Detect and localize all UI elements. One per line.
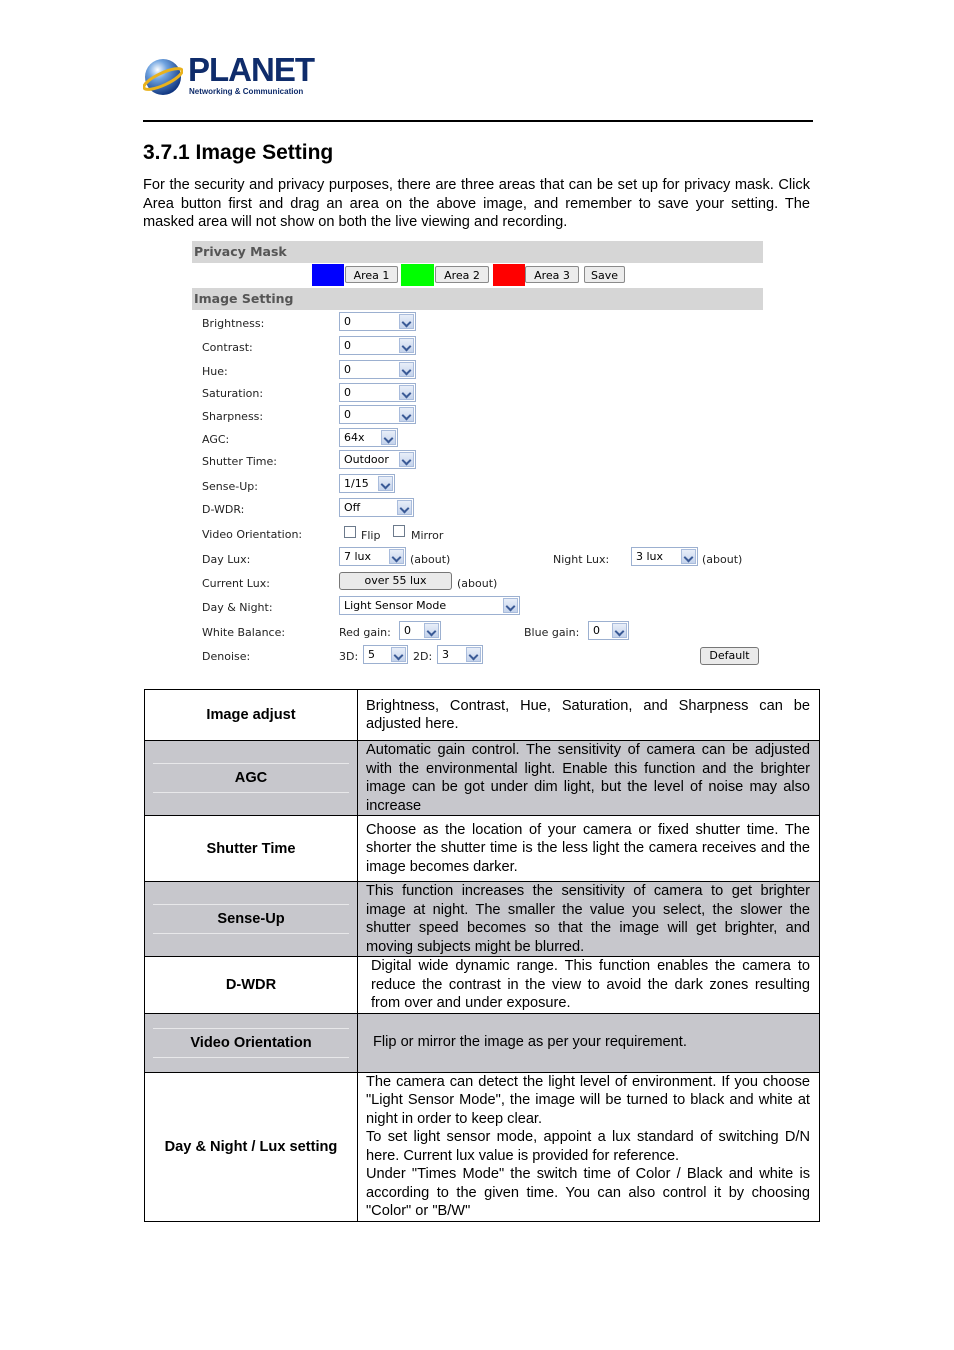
section-intro: For the security and privacy purposes, there are three areas that can be set up for privacy mask. Click Area button first and drag an area on the above image, and remember to save your setting. The masked area will not show on both the live viewing and recording. [143,177,810,230]
saturation-label: Saturation: [202,387,264,400]
current-lux-about: (about) [457,577,498,590]
chevron-down-icon [466,647,481,662]
hue-label: Hue: [202,365,228,378]
current-lux-display: over 55 lux [339,572,452,590]
denoise-3d-value: 5 [368,648,375,661]
red-gain-select[interactable] [399,621,441,640]
blue-gain-label: Blue gain: [524,626,580,639]
row-key: Day & Night / Lux setting [145,1072,358,1221]
logo-wordmark: PLANET [188,51,314,88]
row-description: Brightness, Contrast, Hue, Saturation, and Sharpness can be adjusted here. [358,690,820,741]
saturation-select[interactable] [339,383,416,402]
blue-gain-select[interactable] [588,621,629,640]
day-lux-about: (about) [410,553,451,566]
header-rule [143,120,813,122]
area-2-button[interactable]: Area 2 [435,266,489,283]
agc-value: 64x [344,431,365,444]
contrast-value: 0 [344,339,351,352]
mirror-label: Mirror [411,529,444,542]
row-description: Flip or mirror the image as per your requirement. [358,1013,820,1072]
chevron-down-icon [391,647,406,662]
sharpness-select[interactable] [339,405,416,424]
denoise-2d-label: 2D: [413,650,433,663]
flip-checkbox[interactable] [344,526,356,538]
row-description: Automatic gain control. The sensitivity of camera can be adjusted with the environmental light. Enable this function and the brighter image can be got under dim light, but the level of noise may also increase [358,741,820,816]
dwdr-label: D-WDR: [202,503,245,516]
row-key [145,1013,358,1072]
hue-value: 0 [344,363,351,376]
chevron-down-icon [399,362,414,377]
row-key-text: AGC [153,763,349,793]
chevron-down-icon [399,407,414,422]
current-lux-label: Current Lux: [202,577,270,590]
row-key: Image adjust [145,690,358,741]
contrast-select[interactable] [339,336,416,355]
white-balance-label: White Balance: [202,626,286,639]
privacy-mask-header: Privacy Mask [192,241,763,263]
red-gain-value: 0 [404,624,411,637]
row-description: This function increases the sensitivity of camera to get brighter image at night. The smaller the value you select, the slower the shutter speed becomes so that the image will get brighter, and moving subjects might be blurred. [358,882,820,957]
day-night-label: Day & Night: [202,601,273,614]
chevron-down-icon [381,430,396,445]
chevron-down-icon [399,385,414,400]
denoise-3d-label: 3D: [339,650,359,663]
table-row [145,1072,820,1221]
description-line: The camera can detect the light level of environment. If you choose "Light Sensor Mode", the image will be turned to black and white at night in order to keep clear. [366,1073,810,1127]
day-lux-select[interactable] [339,547,406,566]
area-3-color [493,264,525,286]
mirror-checkbox[interactable] [393,525,405,537]
description-line: Under "Times Mode" the switch time of Color / Black and white is according to the given time. You can also control it by choosing "Color" or "B/W" [366,1166,810,1219]
row-description: Digital wide dynamic range. This function enables the camera to reduce the contrast in the view to avoid the dark zones resulting from over and under exposure. [358,957,820,1014]
chevron-down-icon [612,623,627,638]
brightness-label: Brightness: [202,317,265,330]
day-lux-value: 7 lux [344,550,372,563]
brightness-select[interactable] [339,312,416,331]
blue-gain-value: 0 [593,624,600,637]
row-key-text: Sense-Up [153,904,349,934]
flip-label: Flip [361,529,381,542]
day-night-select[interactable] [339,596,520,615]
settings-description-table [144,689,820,1222]
sense-up-value: 1/15 [344,477,369,490]
row-description: Choose as the location of your camera or fixed shutter time. The shorter the shutter time is the less light the camera receives and the image becomes darker. [358,816,820,882]
planet-logo [143,51,314,100]
agc-select[interactable] [339,428,398,447]
video-orientation-label: Video Orientation: [202,528,303,541]
shutter-time-label: Shutter Time: [202,455,277,468]
day-lux-label: Day Lux: [202,553,251,566]
chevron-down-icon [681,549,696,564]
description-line: To set light sensor mode, appoint a lux standard of switching D/N here. Current lux value is provided for reference. [366,1129,810,1164]
area-2-color [401,264,434,286]
hue-select[interactable] [339,360,416,379]
row-key: D-WDR [145,957,358,1014]
shutter-time-select[interactable] [339,450,416,469]
chevron-down-icon [424,623,439,638]
brightness-value: 0 [344,315,351,328]
row-key [145,882,358,957]
sharpness-label: Sharpness: [202,410,264,423]
night-lux-select[interactable] [631,547,698,566]
image-setting-header: Image Setting [192,288,763,310]
dwdr-select[interactable] [339,498,414,517]
table-row [145,957,820,1014]
save-button[interactable]: Save [584,266,625,283]
row-key: Shutter Time [145,816,358,882]
area-1-button[interactable]: Area 1 [345,266,398,283]
section-title: 3.7.1 Image Setting [143,141,334,164]
settings-screenshot [192,240,763,670]
chevron-down-icon [397,500,412,515]
night-lux-value: 3 lux [636,550,664,563]
chevron-down-icon [399,314,414,329]
chevron-down-icon [399,338,414,353]
dwdr-value: Off [344,501,361,514]
logo-tagline: Networking & Communication [189,87,304,96]
area-1-color [312,264,344,286]
table-row [145,690,820,741]
denoise-3d-select[interactable] [363,645,408,664]
denoise-label: Denoise: [202,650,251,663]
chevron-down-icon [378,476,393,491]
denoise-2d-value: 3 [442,648,449,661]
denoise-2d-select[interactable] [437,645,483,664]
saturation-value: 0 [344,386,351,399]
night-lux-about: (about) [702,553,743,566]
agc-label: AGC: [202,433,230,446]
shutter-time-value: Outdoor [344,453,389,466]
chevron-down-icon [503,598,518,613]
chevron-down-icon [389,549,404,564]
contrast-label: Contrast: [202,341,253,354]
default-button[interactable]: Default [700,647,759,665]
row-key-text: Video Orientation [153,1028,349,1058]
night-lux-label: Night Lux: [553,553,610,566]
sense-up-select[interactable] [339,474,395,493]
red-gain-label: Red gain: [339,626,391,639]
day-night-value: Light Sensor Mode [344,599,447,612]
table-row [145,1013,820,1072]
table-row [145,882,820,957]
area-3-button[interactable]: Area 3 [525,266,579,283]
row-description [358,1072,820,1221]
sharpness-value: 0 [344,408,351,421]
sense-up-label: Sense-Up: [202,480,258,493]
table-row [145,816,820,882]
row-key [145,741,358,816]
globe-icon [143,57,183,97]
chevron-down-icon [399,452,414,467]
table-row [145,741,820,816]
